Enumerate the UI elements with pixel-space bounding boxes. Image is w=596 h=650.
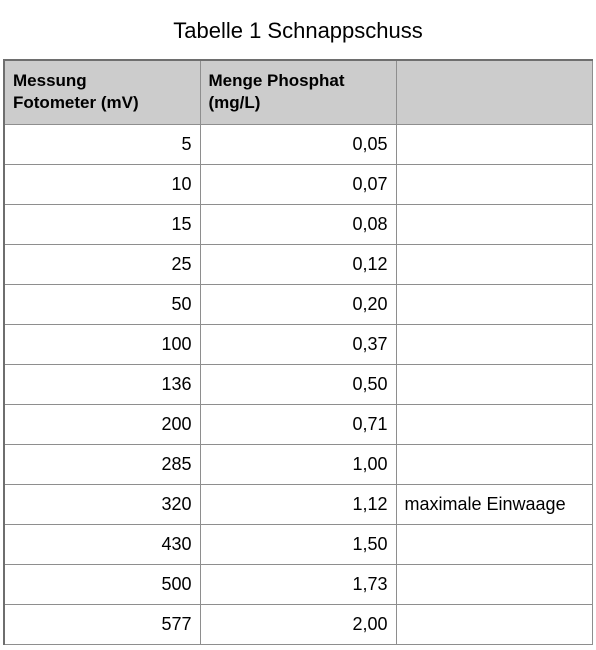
cell-note bbox=[396, 164, 592, 204]
table-title: Tabelle 1 Schnappschuss bbox=[173, 18, 423, 43]
cell-note bbox=[396, 444, 592, 484]
header-cell-phosphate bbox=[200, 60, 396, 124]
cell-note bbox=[396, 284, 592, 324]
cell-measurement-mv: 320 bbox=[4, 484, 200, 524]
cell-phosphate-mgl: 0,12 bbox=[200, 244, 396, 284]
cell-phosphate-mgl: 1,00 bbox=[200, 444, 396, 484]
cell-phosphate-mgl: 0,37 bbox=[200, 324, 396, 364]
data-table bbox=[3, 59, 593, 645]
table-header-row bbox=[4, 60, 592, 124]
table-row bbox=[4, 124, 592, 164]
cell-note bbox=[396, 244, 592, 284]
cell-measurement-mv: 285 bbox=[4, 444, 200, 484]
cell-note: maximale Einwaage bbox=[396, 484, 592, 524]
table-row bbox=[4, 284, 592, 324]
table-body bbox=[4, 124, 592, 644]
table-row bbox=[4, 564, 592, 604]
table-row bbox=[4, 164, 592, 204]
header-cell-measurement bbox=[4, 60, 200, 124]
cell-measurement-mv: 430 bbox=[4, 524, 200, 564]
cell-measurement-mv: 25 bbox=[4, 244, 200, 284]
cell-phosphate-mgl: 2,00 bbox=[200, 604, 396, 644]
cell-phosphate-mgl: 1,73 bbox=[200, 564, 396, 604]
cell-note bbox=[396, 404, 592, 444]
cell-measurement-mv: 50 bbox=[4, 284, 200, 324]
cell-measurement-mv: 200 bbox=[4, 404, 200, 444]
cell-note bbox=[396, 324, 592, 364]
cell-phosphate-mgl: 0,71 bbox=[200, 404, 396, 444]
cell-measurement-mv: 100 bbox=[4, 324, 200, 364]
cell-measurement-mv: 577 bbox=[4, 604, 200, 644]
table-row bbox=[4, 204, 592, 244]
table-row bbox=[4, 444, 592, 484]
header-line: Messung bbox=[13, 71, 87, 90]
cell-note bbox=[396, 604, 592, 644]
cell-phosphate-mgl: 0,08 bbox=[200, 204, 396, 244]
cell-measurement-mv: 15 bbox=[4, 204, 200, 244]
header-line: (mg/L) bbox=[208, 93, 261, 112]
table-row bbox=[4, 604, 592, 644]
cell-phosphate-mgl: 0,07 bbox=[200, 164, 396, 204]
cell-note bbox=[396, 524, 592, 564]
cell-measurement-mv: 10 bbox=[4, 164, 200, 204]
table-row bbox=[4, 524, 592, 564]
cell-measurement-mv: 136 bbox=[4, 364, 200, 404]
table-row bbox=[4, 324, 592, 364]
header-line: Menge Phosphat bbox=[208, 71, 345, 90]
cell-phosphate-mgl: 0,20 bbox=[200, 284, 396, 324]
header-cell-empty bbox=[396, 60, 592, 124]
cell-measurement-mv: 5 bbox=[4, 124, 200, 164]
cell-note bbox=[396, 364, 592, 404]
cell-measurement-mv: 500 bbox=[4, 564, 200, 604]
header-line: Fotometer (mV) bbox=[13, 93, 139, 112]
table-row bbox=[4, 244, 592, 284]
cell-note bbox=[396, 564, 592, 604]
cell-phosphate-mgl: 0,50 bbox=[200, 364, 396, 404]
table-row bbox=[4, 484, 592, 524]
cell-note bbox=[396, 204, 592, 244]
table-row bbox=[4, 364, 592, 404]
cell-phosphate-mgl: 1,12 bbox=[200, 484, 396, 524]
cell-phosphate-mgl: 0,05 bbox=[200, 124, 396, 164]
cell-note bbox=[396, 124, 592, 164]
cell-phosphate-mgl: 1,50 bbox=[200, 524, 396, 564]
table-row bbox=[4, 404, 592, 444]
